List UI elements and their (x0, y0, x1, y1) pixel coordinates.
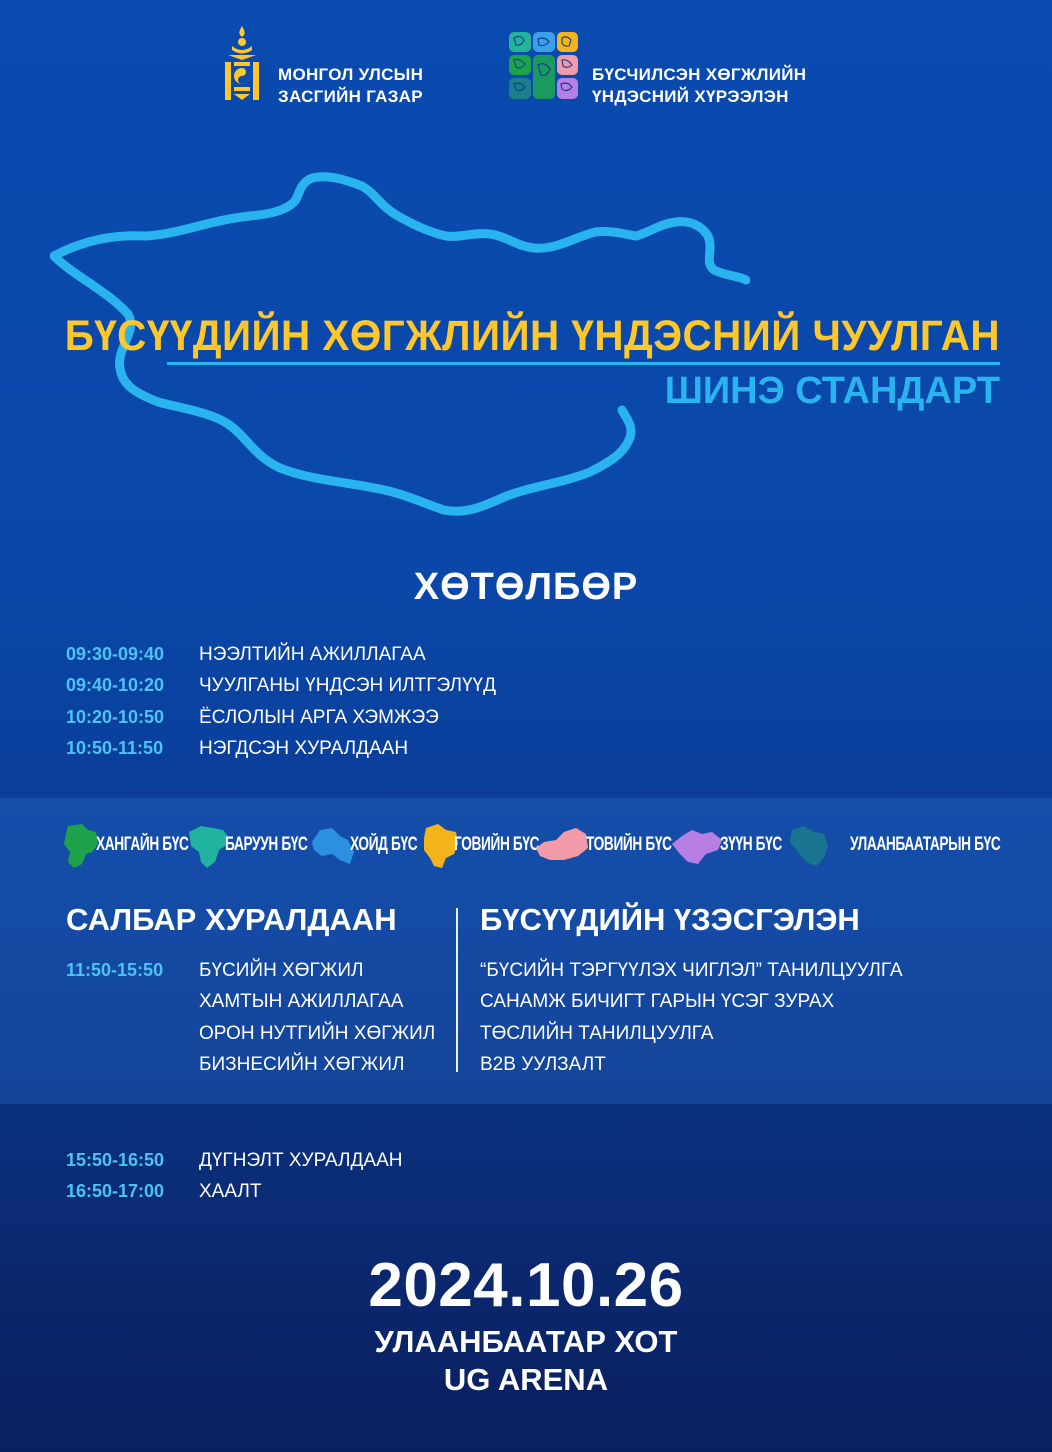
exhibition-item: САНАМЖ БИЧИГТ ГАРЫН ҮСЭГ ЗУРАХ (480, 991, 835, 1012)
council-logo (508, 30, 838, 110)
region-label: ГОВИЙН БҮС (454, 834, 540, 855)
ulaanbaatar-region-icon (788, 822, 832, 868)
government-name-line2: ЗАСГИЙН ГАЗАР (278, 87, 423, 106)
program-time: 10:20-10:50 (66, 707, 165, 727)
breakout-item: БИЗНЕСИЙН ХӨГЖИЛ (199, 1054, 405, 1075)
region-label: УЛААНБААТАРЫН БҮС (850, 834, 1001, 855)
event-date: 2024.10.26 (368, 1251, 684, 1320)
region-label: ХОЙД БҮС (350, 834, 418, 855)
breakout-item: ОРОН НУТГИЙН ХӨГЖИЛ (199, 1023, 436, 1044)
program-item: ЧУУЛГАНЫ ҮНДСЭН ИЛТГЭЛҮҮД (199, 675, 496, 696)
government-name (278, 64, 423, 108)
program-item: НЭЭЛТИЙН АЖИЛЛАГАА (199, 644, 426, 665)
government-name-line1: МОНГОЛ УЛСЫН (278, 65, 424, 84)
closing-item: ХААЛТ (199, 1181, 262, 1202)
closing-item: ДҮГНЭЛТ ХУРАЛДААН (199, 1150, 403, 1171)
zuun-region-icon (670, 822, 724, 868)
conference-title: БҮСҮҮДИЙН ХӨГЖЛИЙН ҮНДЭСНИЙ ЧУУЛГАН (64, 312, 1000, 360)
council-name (592, 64, 806, 108)
breakout-item: ХАМТЫН АЖИЛЛАГАА (199, 991, 404, 1012)
program-time: 09:30-09:40 (66, 644, 165, 664)
region-label: ХАНГАЙН БҮС (96, 834, 189, 855)
program-time: 09:40-10:20 (66, 675, 165, 695)
council-name-line2: ҮНДЭСНИЙ ХҮРЭЭЛЭН (592, 87, 789, 106)
exhibition-item: “БҮСИЙН ТЭРГҮҮЛЭХ ЧИГЛЭЛ” ТАНИЛЦУУЛГА (480, 960, 903, 981)
program-item: НЭГДСЭН ХУРАЛДААН (199, 738, 409, 759)
khangai-region-icon (62, 822, 100, 870)
title-underline (167, 362, 1000, 365)
program-heading: ХӨТӨЛБӨР (413, 566, 639, 608)
tovin-region-icon (534, 822, 590, 866)
region-strip (62, 818, 1002, 872)
region-label: ТОВИЙН БҮС (586, 834, 672, 855)
region-label: ЗҮҮН БҮС (720, 834, 782, 855)
breakout-heading: САЛБАР ХУРАЛДААН (66, 902, 397, 937)
regional-mosaic-icon (508, 30, 580, 102)
council-name-line1: БҮСЧИЛСЭН ХӨГЖЛИЙН (592, 65, 807, 84)
region-label: БАРУУН БҮС (225, 834, 308, 855)
breakout-time: 11:50-15:50 (66, 960, 164, 980)
exhibition-item: ТӨСЛИЙН ТАНИЛЦУУЛГА (480, 1023, 714, 1044)
exhibition-heading: БҮСҮҮДИЙН ҮЗЭСГЭЛЭН (480, 902, 860, 937)
exhibition-item: B2B УУЛЗАЛТ (480, 1054, 606, 1075)
event-city: УЛААНБААТАР ХОТ (374, 1324, 678, 1359)
event-venue: UG ARENA (443, 1362, 609, 1397)
closing-time: 15:50-16:50 (66, 1150, 165, 1170)
program-item: ЁСЛОЛЫН АРГА ХЭМЖЭЭ (199, 707, 439, 728)
conference-subtitle: ШИНЭ СТАНДАРТ (664, 370, 1000, 412)
closing-time: 16:50-17:00 (66, 1181, 165, 1201)
section-divider (456, 908, 458, 1072)
soyombo-emblem-icon (222, 24, 262, 104)
breakout-item: БҮСИЙН ХӨГЖИЛ (199, 960, 364, 981)
program-time: 10:50-11:50 (66, 738, 164, 758)
government-logo (222, 24, 452, 108)
